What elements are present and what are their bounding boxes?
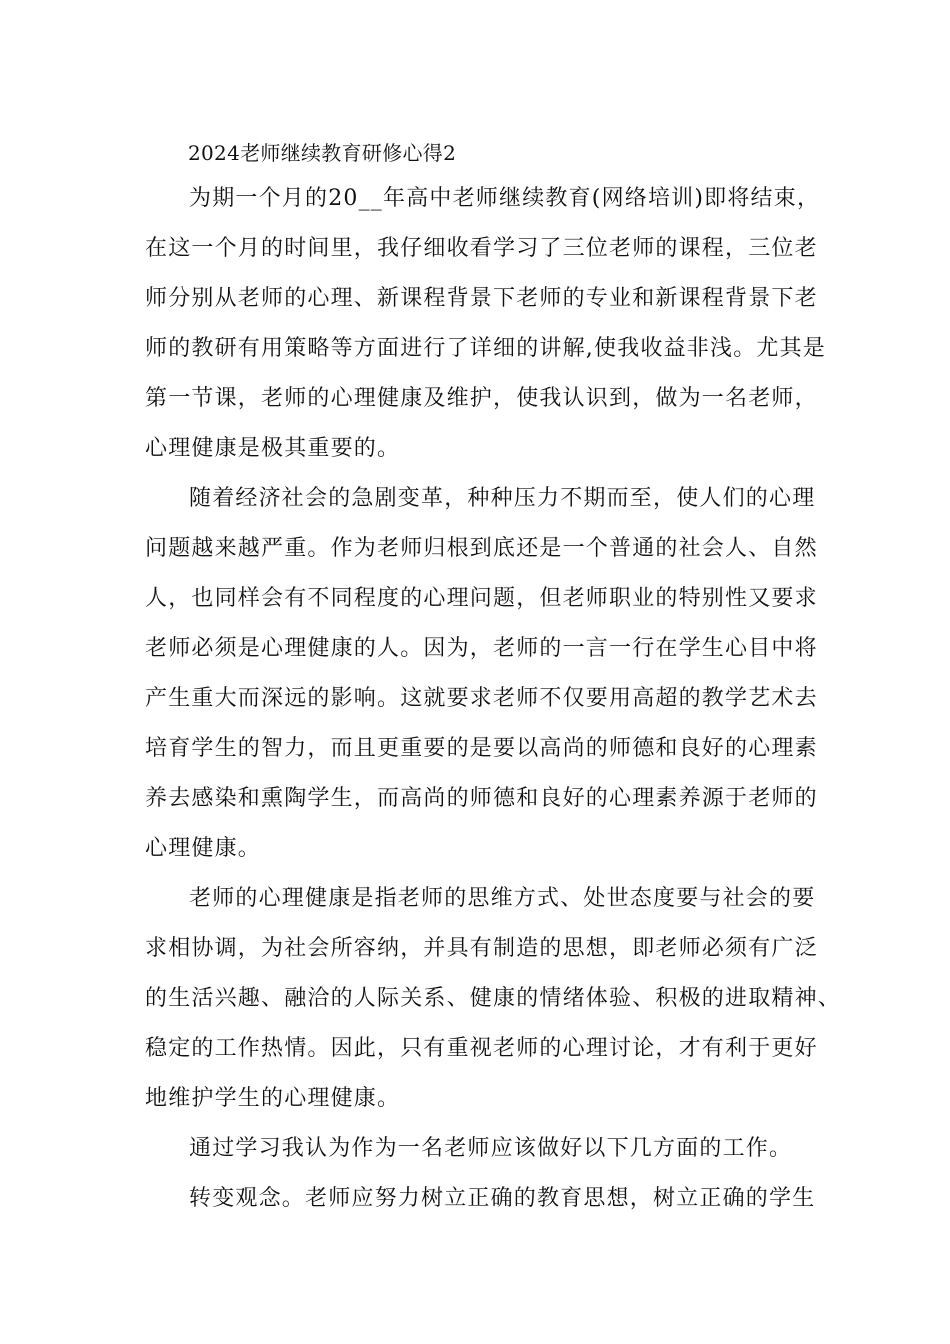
document-title: 2024老师继续教育研修心得2 — [188, 141, 457, 165]
text-line: 心理健康是极其重要的。 — [145, 436, 401, 461]
text-line: 师的教研有用策略等方面进行了详细的讲解,使我收益非浅。尤其是 — [145, 336, 826, 361]
text-line: 随着经济社会的急剧变革，种种压力不期而至，使人们的心理 — [189, 486, 816, 511]
text-line: 在这一个月的时间里，我仔细收看学习了三位老师的课程，三位老 — [145, 236, 818, 261]
text-line: 培育学生的智力，而且更重要的是要以高尚的师德和良好的心理素 — [145, 736, 818, 761]
text-line: 老师必须是心理健康的人。因为，老师的一言一行在学生心目中将 — [145, 636, 818, 661]
text-line: 第一节课，老师的心理健康及维护，使我认识到，做为一名老师， — [145, 386, 818, 411]
text-line: 通过学习我认为作为一名老师应该做好以下几方面的工作。 — [189, 1136, 793, 1161]
text-line: 转变观念。老师应努力树立正确的教育思想，树立正确的学生 — [189, 1186, 816, 1211]
text-line: 稳定的工作热情。因此，只有重视老师的心理讨论，才有利于更好 — [145, 1036, 818, 1061]
text-line: 求相协调，为社会所容纳，并具有制造的思想，即老师必须有广泛 — [145, 936, 818, 961]
text-line: 地维护学生的心理健康。 — [145, 1086, 401, 1111]
text-line: 心理健康。 — [145, 836, 262, 861]
text-line: 师分别从老师的心理、新课程背景下老师的专业和新课程背景下老 — [145, 286, 818, 311]
text-line: 养去感染和熏陶学生，而高尚的师德和良好的心理素养源于老师的 — [145, 786, 818, 811]
text-line: 人，也同样会有不同程度的心理问题，但老师职业的特别性又要求 — [145, 586, 818, 611]
text-line: 的生活兴趣、融洽的人际关系、健康的情绪体验、积极的进取精神、 — [145, 986, 842, 1011]
text-line: 问题越来越严重。作为老师归根到底还是一个普通的社会人、自然 — [145, 536, 818, 561]
text-line: 为期一个月的20__年高中老师继续教育(网络培训)即将结束， — [189, 186, 821, 211]
text-line: 老师的心理健康是指老师的思维方式、处世态度要与社会的要 — [189, 886, 816, 911]
text-line: 产生重大而深远的影响。这就要求老师不仅要用高超的教学艺术去 — [145, 686, 818, 711]
